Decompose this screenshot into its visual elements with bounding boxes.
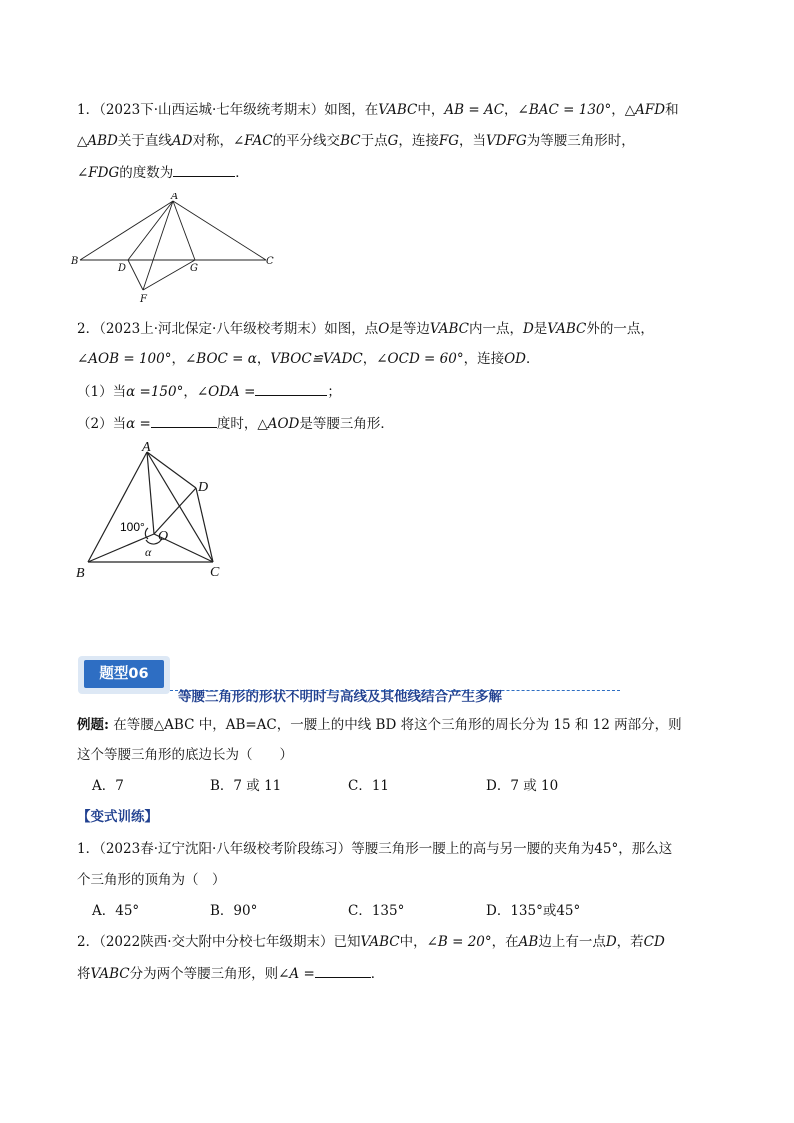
q2-text: 2．（2023上·河北保定·八年级校考期末）如图，点 <box>77 321 379 337</box>
q1-text: 关于直线 <box>117 133 172 149</box>
q2-math: ∠BOC = α <box>184 351 257 367</box>
q2-sub-1 <box>77 381 341 402</box>
q2-text: 是等腰三角形． <box>299 416 394 432</box>
practice-q1-option-d[interactable]: D．135°或45° <box>486 903 581 919</box>
example-label: 例题: <box>77 717 109 733</box>
segment-ao <box>147 452 154 534</box>
q1-text: ， <box>504 102 518 118</box>
q2-text: 外的一点， <box>586 321 654 337</box>
answer-blank[interactable] <box>255 381 327 396</box>
example-line-1 <box>77 715 682 735</box>
practice-math: AB <box>518 934 539 950</box>
q1-text: ， <box>611 102 625 118</box>
practice-text: ． <box>370 966 385 982</box>
q2-text: ， <box>183 384 197 400</box>
q1-line-3 <box>77 162 249 183</box>
q1-text: 1．（2023下·山西运城·七年级统考期末）如图，在 <box>77 102 379 118</box>
q2-math: α =150° <box>126 384 184 400</box>
q1-math: FG <box>438 133 460 149</box>
q2-figure <box>70 440 240 582</box>
practice-q1-option-b[interactable]: B．90° <box>210 903 258 919</box>
q2-math: ∠AOB = 100° <box>77 351 172 367</box>
practice-text: 中， <box>399 934 427 950</box>
q1-text: 和 <box>665 102 679 118</box>
practice-text: ，若 <box>616 934 644 950</box>
q2-text: ， <box>171 351 185 367</box>
segment-dc <box>196 488 213 562</box>
segment-ac <box>173 201 266 260</box>
figure-label-o: O <box>158 529 169 544</box>
practice-math: VABC <box>90 966 130 982</box>
q2-text: ， <box>362 351 377 367</box>
answer-blank[interactable] <box>315 963 371 978</box>
q1-math: ∠FDG <box>77 165 120 181</box>
q1-math: AB = AC <box>444 102 505 118</box>
q1-text: 于点 <box>360 133 388 149</box>
q2-text: ． <box>526 351 540 367</box>
practice-math: D <box>605 934 617 950</box>
q1-line-1 <box>77 100 679 120</box>
q2-math: O <box>378 321 390 337</box>
example-option-b[interactable]: B．7 或 11 <box>210 778 282 794</box>
q1-math: G <box>387 133 399 149</box>
q1-math: △ABD <box>77 133 118 149</box>
q1-text: ． <box>235 165 249 181</box>
example-line-2: 这个等腰三角形的底边长为（ ） <box>77 747 293 763</box>
example-option-a[interactable]: A．7 <box>92 778 124 794</box>
segment-ab <box>88 452 147 562</box>
q1-math: AD <box>171 133 193 149</box>
segment-ac <box>147 452 213 562</box>
q1-text: 对称， <box>192 133 233 149</box>
q2-line-1 <box>77 319 654 339</box>
practice-q2-line-2 <box>77 963 384 984</box>
figure-label-a: A <box>142 440 151 455</box>
q1-text: 为等腰三角形时， <box>526 133 635 149</box>
q2-math: △AOD <box>257 416 300 432</box>
practice-text: 分为两个等腰三角形，则 <box>129 966 279 982</box>
q1-figure <box>70 193 280 305</box>
q2-math: VABC <box>547 321 587 337</box>
badge-label: 题型06 <box>84 660 164 688</box>
q2-text: 是等边 <box>389 321 430 337</box>
segment-od <box>154 488 196 534</box>
figure-label-a: A <box>171 193 179 202</box>
q2-text: ； <box>327 384 341 400</box>
figure-label-c: C <box>266 256 274 267</box>
q2-line-2 <box>77 349 540 369</box>
segment-ag <box>173 201 195 260</box>
practice-text: 2．（2022陕西·交大附中分校七年级期末）已知 <box>77 934 361 950</box>
answer-blank[interactable] <box>151 413 217 428</box>
section-badge <box>78 656 170 694</box>
q2-math: ∠ODA = <box>196 384 256 400</box>
practice-header: 【变式训练】 <box>77 809 158 825</box>
q2-math: OD <box>504 351 526 367</box>
q2-math: VABC <box>429 321 469 337</box>
segment-af <box>143 201 173 290</box>
segment-fg <box>143 260 195 290</box>
figure-label-d: D <box>118 263 127 274</box>
practice-q2-line-1 <box>77 932 665 952</box>
figure-label-f: F <box>140 294 147 305</box>
example-option-c[interactable]: C．11 <box>348 778 390 794</box>
segment-df <box>128 260 143 290</box>
angle-label-alpha: α <box>145 545 152 559</box>
q2-text: ，连接 <box>463 351 505 367</box>
q2-text: 内一点， <box>468 321 523 337</box>
practice-math: VABC <box>360 934 400 950</box>
segment-ab <box>80 201 173 260</box>
answer-blank[interactable] <box>173 162 235 177</box>
q2-text: （2）当 <box>77 416 127 432</box>
figure-label-c: C <box>210 565 220 580</box>
q2-text: 是 <box>533 321 548 337</box>
q1-text: 的平分线交 <box>272 133 341 149</box>
q2-sub-2 <box>77 413 394 434</box>
q1-math: △AFD <box>624 102 666 118</box>
q1-text: 中， <box>417 102 445 118</box>
q1-math: VABC <box>378 102 418 118</box>
angle-label-100: 100° <box>120 520 145 534</box>
practice-math: ∠A = <box>278 966 315 982</box>
q2-text: （1）当 <box>77 384 127 400</box>
q1-math: ∠BAC = 130° <box>517 102 612 118</box>
q1-text: ，连接 <box>398 133 439 149</box>
q1-text: 的度数为 <box>119 165 174 181</box>
q2-text: ， <box>256 351 271 367</box>
figure-label-g: G <box>190 263 198 274</box>
q1-math: BC <box>340 133 361 149</box>
q1-line-2 <box>77 131 635 151</box>
q2-math: D <box>522 321 534 337</box>
practice-text: 边上有一点 <box>538 934 606 950</box>
figure-label-d: D <box>198 480 209 495</box>
q1-math: ∠FAC <box>232 133 273 149</box>
figure-label-b: B <box>76 566 85 581</box>
practice-text: 将 <box>77 966 91 982</box>
q2-math: VBOC≌VADC <box>270 351 363 367</box>
section-title: 等腰三角形的形状不明时与高线及其他线结合产生多解 <box>178 689 502 705</box>
q2-text: 度时， <box>216 416 258 432</box>
practice-text: ，在 <box>491 934 519 950</box>
q2-math: ∠OCD = 60° <box>376 351 464 367</box>
segment-ad <box>128 201 173 260</box>
practice-q1-line-1: 1．（2023春·辽宁沈阳·八年级校考阶段练习）等腰三角形一腰上的高与另一腰的夹角为45°，那么这 <box>77 841 673 857</box>
practice-q1-line-2: 个三角形的顶角为（ ） <box>77 872 226 888</box>
practice-math: CD <box>643 934 665 950</box>
example-text: 在等腰△ABC 中，AB=AC，一腰上的中线 BD 将这个三角形的周长分为 15 和 12 两部分，则 <box>108 717 682 733</box>
q2-math: α = <box>126 416 151 432</box>
practice-q1-option-c[interactable]: C．135° <box>348 903 405 919</box>
practice-math: ∠B = 20° <box>426 934 492 950</box>
segment-ad <box>147 452 196 488</box>
q1-text: ，当 <box>459 133 487 149</box>
figure-label-b: B <box>71 256 79 267</box>
q1-math: VDFG <box>486 133 527 149</box>
example-option-d[interactable]: D．7 或 10 <box>486 778 559 794</box>
practice-q1-option-a[interactable]: A．45° <box>92 903 140 919</box>
